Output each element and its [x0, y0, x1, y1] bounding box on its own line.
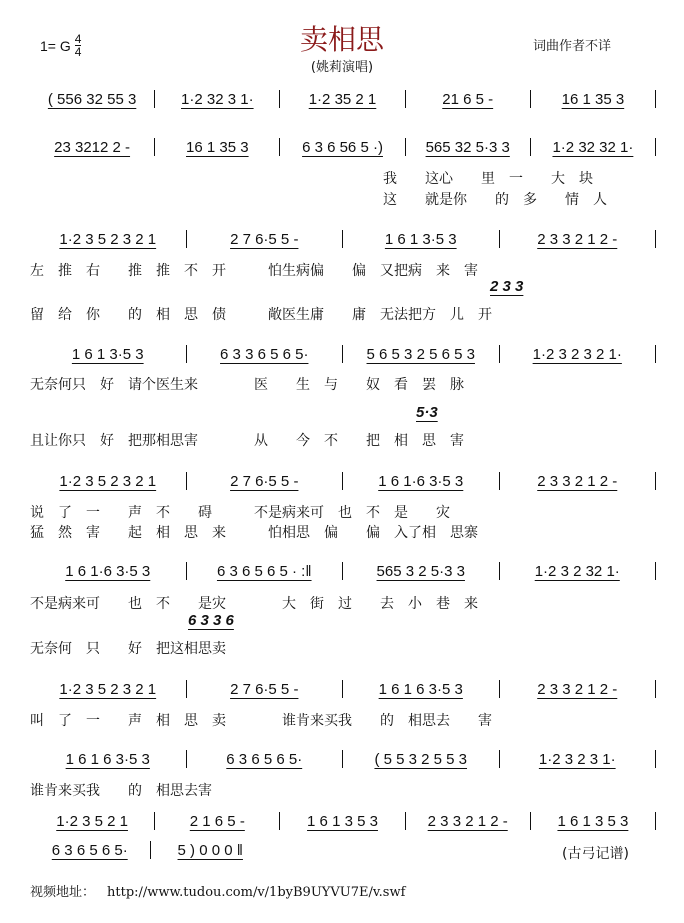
composer-credit: 词曲作者不详	[533, 39, 612, 54]
alt-notes: 5·3	[416, 404, 438, 421]
notation-row	[30, 841, 270, 859]
alt-notes: 6 3 3 6	[188, 612, 234, 629]
measure: 1 6 1 6 3·5 3	[65, 750, 150, 768]
lyric-line: 无奈何 只 好 把这相思卖	[30, 641, 226, 657]
measure: 1·2 35 2 1	[308, 90, 377, 108]
time-bottom: 4	[74, 45, 82, 59]
measure: 1·2 3 5 2 3 2 1	[59, 230, 157, 248]
measure: 2 7 6·5 5 -	[230, 230, 299, 248]
key-label: 1= G	[40, 37, 71, 54]
lyric-line: 留 给 你 的 相 思 债 敞医生庸 庸 无法把方 儿 开	[30, 307, 492, 323]
measure: 1·2 32 32 1·	[552, 138, 634, 156]
measure: 1·2 3 5 2 1	[56, 812, 128, 830]
measure: 1 6 1 3·5 3	[71, 345, 144, 363]
measure: 1 6 1 6 3·5 3	[378, 680, 463, 698]
lyric-line: 我 这心 里 一 大 块	[383, 171, 593, 187]
measure: 2 7 6·5 5 -	[230, 680, 299, 698]
measure: 565 3 2 5·3 3	[376, 562, 465, 580]
barline	[655, 680, 656, 698]
measure: 1·2 3 2 3 2 1·	[532, 345, 622, 363]
measure: 6 3 6 5 6 5·	[51, 841, 128, 859]
measure: 23 3212 2 -	[54, 138, 131, 156]
barline	[655, 812, 656, 830]
measure: 1 6 1 3 5 3	[557, 812, 629, 830]
lyric-line: 谁肯来买我 的 相思去害	[30, 783, 212, 799]
measure: 5 6 5 3 2 5 6 5 3	[366, 345, 475, 363]
measure: 1·2 3 2 32 1·	[534, 562, 620, 580]
time-top: 4	[74, 32, 82, 46]
measure: 2 3 3 2 1 2 -	[537, 472, 618, 490]
notation-row	[30, 812, 656, 830]
measure: 6 3 3 6 5 6 5·	[220, 345, 309, 363]
lyric-line: 这 就是你 的 多 情 人	[383, 192, 607, 208]
notation-row	[30, 750, 656, 768]
measure: 5 ) 0 0 0 ‖	[177, 841, 243, 859]
notation-row	[30, 230, 656, 248]
measure: ( 5 5 3 2 5 5 3	[374, 750, 468, 768]
measure: 16 1 35 3	[186, 138, 249, 156]
lyric-line: 且让你只 好 把那相思害 从 今 不 把 相 思 害	[30, 433, 464, 449]
barline	[655, 90, 656, 108]
measure: 6 3 6 5 6 5 · :‖	[216, 562, 312, 580]
barline	[655, 138, 656, 156]
measure: 1 6 1 3 5 3	[307, 812, 378, 830]
alt-notes: 2 3 3	[490, 278, 524, 295]
measure: 1·2 3 2 3 1·	[538, 750, 616, 768]
barline	[655, 472, 656, 490]
notation-row	[30, 562, 656, 580]
video-link	[30, 881, 405, 900]
barline	[655, 750, 656, 768]
video-label: 视频地址：	[30, 885, 96, 900]
notation-row	[30, 345, 656, 363]
lyric-line: 不是病来可 也 不 是灾 大 街 过 去 小 巷 来	[30, 596, 478, 612]
transcriber-credit: (古弓记谱)	[562, 846, 629, 862]
barline	[655, 230, 656, 248]
measure: 565 32 5·3 3	[425, 138, 510, 156]
lyric-line: 猛 然 害 起 相 思 来 怕相思 偏 偏 入了相 思寨	[30, 525, 478, 541]
singer: (姚莉演唱)	[310, 60, 374, 75]
video-url[interactable]: http://www.tudou.com/v/1byB9UYVU7E/v.swf	[107, 885, 406, 900]
measure: 2 3 3 2 1 2 -	[427, 812, 508, 830]
notation-row	[30, 90, 656, 108]
measure: 1·2 3 5 2 3 2 1	[59, 472, 157, 490]
lyric-line: 左 推 右 推 推 不 开 怕生病偏 偏 又把病 来 害	[30, 263, 478, 279]
measure: 21 6 5 -	[442, 90, 494, 108]
measure: 6 3 6 5 6 5·	[226, 750, 303, 768]
measure: 1 6 1·6 3·5 3	[65, 562, 151, 580]
measure: 6 3 6 56 5 ·)	[302, 138, 383, 156]
notation-row	[30, 472, 656, 490]
notation-row	[30, 138, 656, 156]
barline	[655, 345, 656, 363]
notation-row	[30, 680, 656, 698]
measure: 2 7 6·5 5 -	[230, 472, 299, 490]
measure: 1 6 1·6 3·5 3	[378, 472, 464, 490]
barline	[655, 562, 656, 580]
lyric-line: 无奈何只 好 请个医生来 医 生 与 奴 看 罢 脉	[30, 377, 464, 393]
measure: 1·2 32 3 1·	[181, 90, 254, 108]
measure: 1 6 1 3·5 3	[384, 230, 457, 248]
song-title: 卖相思	[299, 23, 384, 56]
measure: ( 556 32 55 3	[47, 90, 137, 108]
lyric-line: 说 了 一 声 不 碍 不是病来可 也 不 是 灾	[30, 505, 450, 521]
measure: 1·2 3 5 2 3 2 1	[59, 680, 157, 698]
measure: 2 3 3 2 1 2 -	[537, 680, 618, 698]
measure: 2 3 3 2 1 2 -	[537, 230, 618, 248]
measure: 2 1 6 5 -	[189, 812, 245, 830]
lyric-line: 叫 了 一 声 相 思 卖 谁肯来买我 的 相思去 害	[30, 713, 492, 729]
measure: 16 1 35 3	[561, 90, 625, 108]
